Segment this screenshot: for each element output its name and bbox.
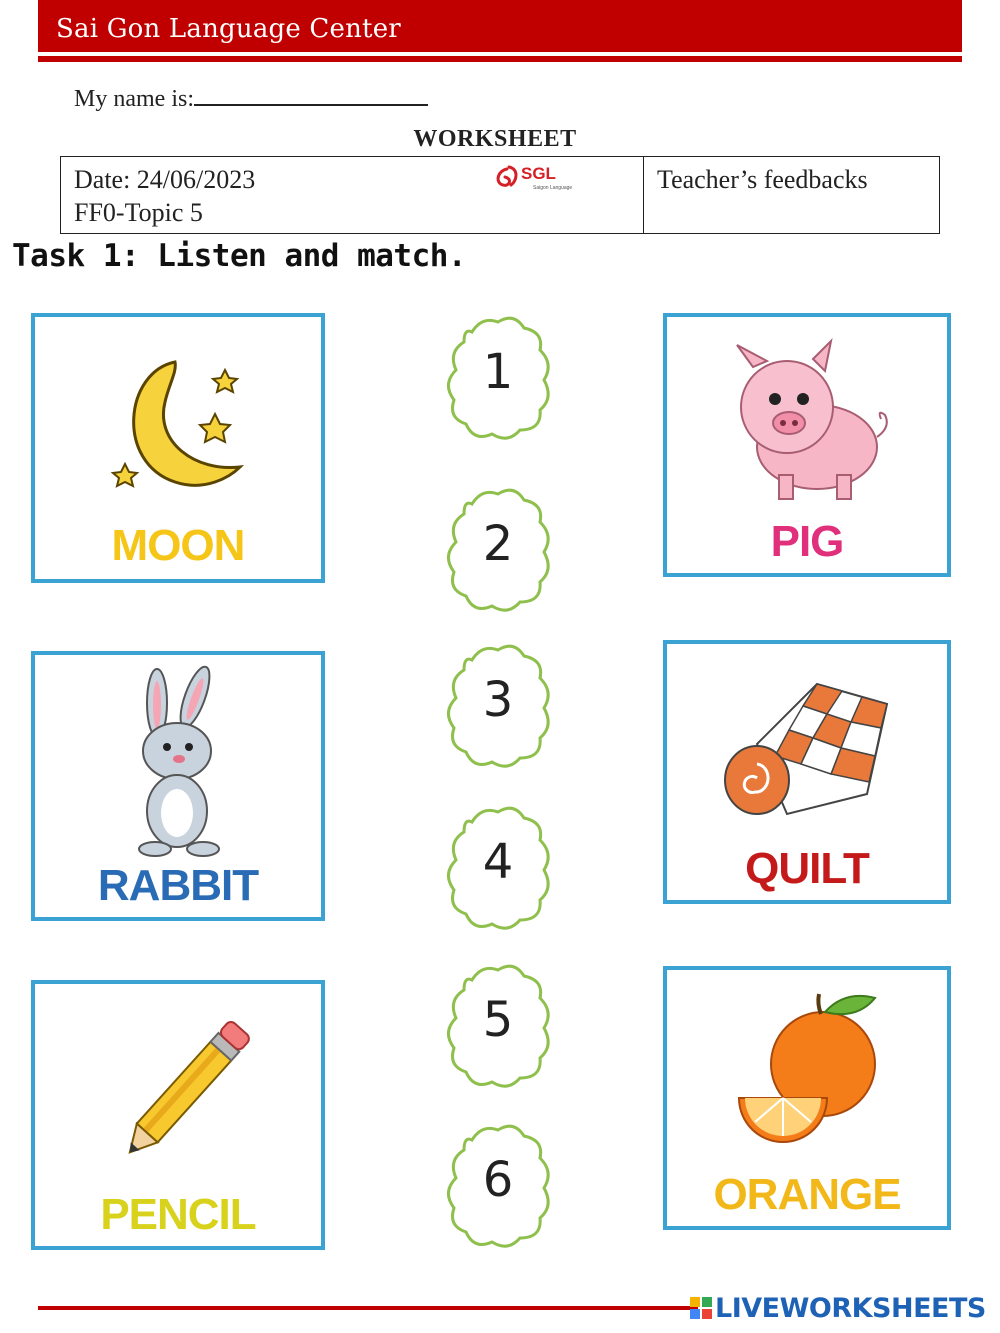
worksheet-title: WORKSHEET: [413, 126, 577, 152]
card-word: QUILT: [745, 844, 869, 893]
number-cloud-1: [442, 312, 554, 444]
number-cloud-6: [442, 1120, 554, 1252]
card-word: ORANGE: [713, 1170, 901, 1219]
card-rabbit[interactable]: [31, 651, 325, 921]
number-label: 4: [482, 834, 514, 890]
card-quilt[interactable]: [663, 640, 951, 904]
logo-text: SGL: [521, 164, 556, 183]
card-moon[interactable]: [31, 313, 325, 583]
topic-text: FF0-Topic 5: [74, 198, 203, 227]
card-word: PENCIL: [100, 1190, 256, 1239]
pig-icon: [717, 337, 897, 507]
number-label: 3: [482, 672, 514, 728]
center-name: Sai Gon Language Center: [56, 14, 401, 44]
moon-icon: [105, 352, 255, 512]
info-table: [60, 156, 940, 234]
number-cloud-5: [442, 960, 554, 1092]
header-divider: [38, 56, 962, 62]
orange-icon: [733, 990, 893, 1150]
liveworksheets-icon: [690, 1297, 712, 1319]
number-label: 1: [482, 344, 514, 400]
number-label: 2: [482, 516, 514, 572]
date-text: Date: 24/06/2023: [74, 165, 256, 194]
card-pig[interactable]: [663, 313, 951, 577]
name-label: My name is:: [74, 86, 194, 112]
card-orange[interactable]: [663, 966, 951, 1230]
number-cloud-3: [442, 640, 554, 772]
sgl-logo: [493, 163, 587, 193]
name-row: [74, 82, 428, 113]
liveworksheets-logo[interactable]: [690, 1293, 986, 1324]
teacher-feedback-label: Teacher’s feedbacks: [657, 165, 868, 194]
card-word: PIG: [770, 517, 844, 566]
rabbit-icon: [115, 663, 245, 863]
number-label: 6: [482, 1152, 514, 1208]
number-cloud-2: [442, 484, 554, 616]
header-bar: [38, 0, 962, 52]
logo-subtext: Saigon Language: [533, 185, 573, 191]
brand-text: LIVEWORKSHEETS: [715, 1293, 986, 1324]
info-left-cell: [61, 157, 644, 233]
task-title: Task 1: Listen and match.: [12, 238, 467, 274]
footer-divider: [38, 1306, 698, 1310]
name-input-line[interactable]: [194, 82, 428, 106]
pencil-icon: [105, 999, 275, 1169]
card-word: MOON: [111, 521, 245, 570]
card-pencil[interactable]: [31, 980, 325, 1250]
quilt-icon: [717, 664, 907, 824]
number-label: 5: [482, 992, 514, 1048]
card-word: RABBIT: [97, 861, 259, 910]
number-cloud-4: [442, 802, 554, 934]
